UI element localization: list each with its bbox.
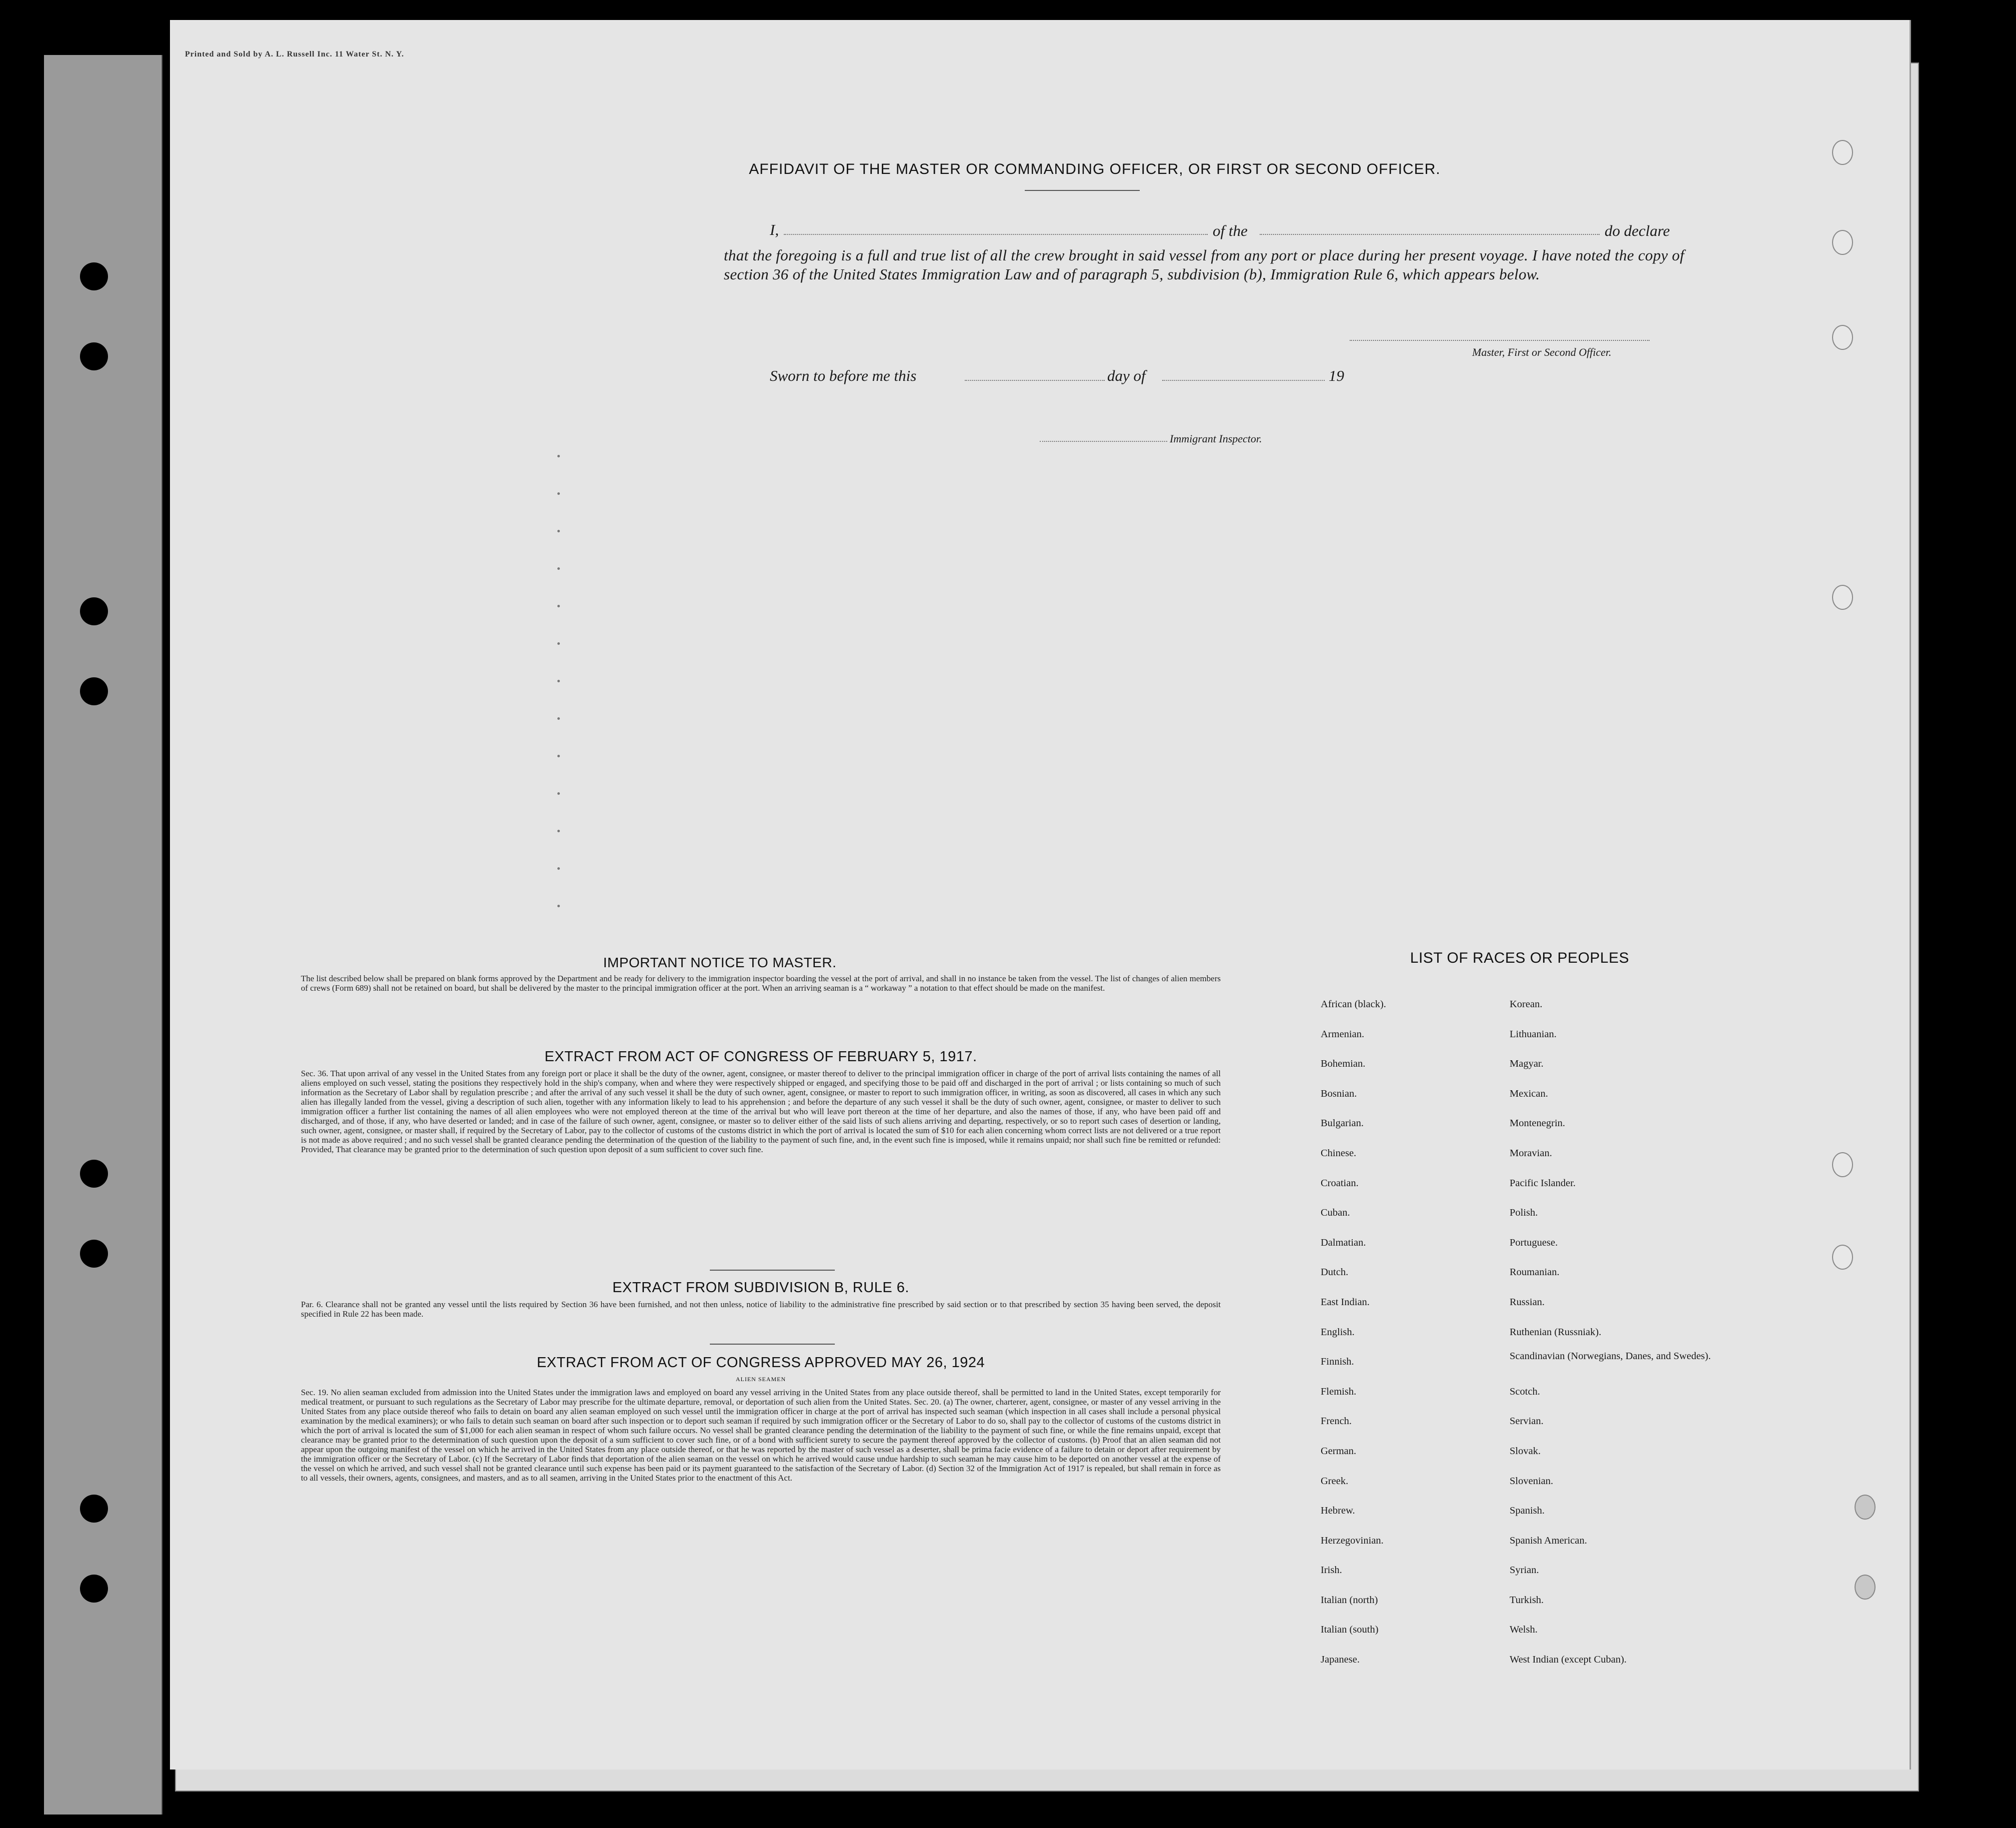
extract-1924-subtitle: ALIEN SEAMEN (735, 1376, 786, 1383)
extract-rule6-title: EXTRACT FROM SUBDIVISION B, RULE 6. (612, 1280, 909, 1296)
race-item: English. (1321, 1326, 1355, 1338)
binder-ring (1832, 585, 1853, 610)
declare-label: do declare (1605, 222, 1670, 239)
notice-text: The list described below shall be prepared on blank forms approved by the Department and be ready for delivery to the immigration inspector boarding the vessel at the port of arrival, and shall in no instance be taken from the vessel. The list of changes of alien members of crews (Form 689) shall not be retained on board, but shall be delivered by the master to the principal immigration officer at the port. When an arriving seaman is a “ workaway ” a notation to that effect should be made on the manifest. (301, 974, 1221, 993)
binder-ring (1832, 1152, 1853, 1177)
of-the-label: of the (1213, 222, 1248, 239)
race-item: Chinese. (1321, 1147, 1357, 1159)
extract-rule6-text: Par. 6. Clearance shall not be granted any vessel until the lists required by Section 36 have been furnished, and not then unless, notice of liability to the administrative fine prescribed by said section or to that prescribed by section 35 having been served, the deposit specified in Rule 22 has been made. (301, 1300, 1221, 1319)
year-label: 19 (1329, 367, 1344, 384)
race-item: Syrian. (1510, 1565, 1539, 1576)
master-signature-blank[interactable] (1350, 340, 1650, 341)
race-item: Magyar. (1510, 1058, 1544, 1070)
race-item: Bohemian. (1321, 1058, 1366, 1070)
race-item: Pacific Islander. (1510, 1177, 1576, 1189)
punch-hole (80, 677, 108, 705)
extract-1924-text: Sec. 19. No alien seaman excluded from admission into the United States under the immigration laws and employed on board any vessel arriving in the United States from any place outside thereof, shall be permitted to land in the United States, except temporarily for medical treatment, or pursuant to such regulations as the Secretary of Labor may prescribe for the ultimate departure, removal, or deportation of such alien from the United States. Sec. 20. (a) The owner, charterer, agent, consignee, or master of any vessel arriving in the United States from any place outside thereof who fails to detain on board any alien seaman employed on such vessel until the immigration officer in charge at the port of arrival has inspected such seaman (which inspection in all cases shall include a personal physical examination by the medical examiners); or who fails to detain such seaman on board after such inspection or to deport such seaman if required by such immigration officer or the Secretary of Labor to do so, shall pay to the collector of customs of the customs district in which the port of arrival is located the sum of $1,000 for each alien seaman in respect of whom such failure occurs. No vessel shall be granted clearance pending the determination of the liability to the payment of such fine, or while the fine remains unpaid, except that clearance may be granted prior to the determination of such question upon the deposit of a sum sufficient to cover such fine, or of a bond with sufficient surety to secure the payment thereof approved by the collector of customs. (b) Proof that an alien seaman did not appear upon the outgoing manifest of the vessel on which he arrived in the United States from any place outside thereof, or that he was reported by the master of such vessel as a deserter, shall be prima facie evidence of a failure to detain or deport after requirement by the immigration officer or the Secretary of Labor. (c) If the Secretary of Labor finds that deportation of the alien seaman on the vessel on which he arrived would cause undue hardship to such seaman he may cause him to be deported on another vessel at the expense of the vessel on which he arrived, and such vessel shall not be granted clearance until such expense has been paid or its payment guaranteed to the satisfaction of the Secretary of Labor. (d) Section 32 of the Immigration Act of 1917 is repealed, but shall remain in force as to all vessels, their owners, agents, consignees, and masters, and as to all seamen, arriving in the United States prior to the enactment of this Act. (301, 1388, 1221, 1483)
binder-ring (1832, 140, 1853, 165)
race-item: Armenian. (1321, 1028, 1365, 1040)
extract-1924-title: EXTRACT FROM ACT OF CONGRESS APPROVED MAY 26, 1924 (536, 1355, 985, 1371)
race-item: Dalmatian. (1321, 1237, 1366, 1248)
race-item: Scotch. (1510, 1386, 1540, 1397)
race-item: Herzegovinian. (1321, 1535, 1384, 1546)
punch-hole (80, 1160, 108, 1188)
faint-mark (557, 755, 560, 757)
race-item: Bulgarian. (1321, 1118, 1364, 1129)
divider (710, 1344, 835, 1345)
binder-ring (1832, 325, 1853, 350)
race-item: Mexican. (1510, 1088, 1548, 1099)
divider (710, 1270, 835, 1271)
race-item: Portuguese. (1510, 1237, 1558, 1248)
race-item: Spanish. (1510, 1505, 1545, 1517)
master-label: Master, First or Second Officer. (1472, 346, 1612, 358)
faint-mark (557, 830, 560, 832)
race-item: Ruthenian (Russniak). (1510, 1326, 1602, 1338)
faint-mark (557, 642, 560, 645)
extract-1917-text: Sec. 36. That upon arrival of any vessel in the United States from any foreign port or place it shall be the duty of the owner, agent, consignee, or master thereof to deliver to the principal immigration officer in charge of the port of arrival lists containing the names of all aliens employed on such vessel, stating the positions they respectively hold in the ship's company, when and where they were respectively shipped or engaged, and specifying those to be paid off and discharged in the port of arrival ; or lists containing so much of such information as the Secretary of Labor shall by regulation prescribe ; and after the arrival of any such vessel it shall be the duty of such owner, agent, consignee, or master to report to such immigration officer, in writing, as soon as discovered, all cases in which any such alien has illegally landed from the vessel, giving a description of such alien, together with any information likely to lead to his apprehension ; and before the departure of any such vessel it shall be the duty of such owner, agent, consignee, or master to deliver to such immigration officer a further list containing the names of all alien employees who were not employed thereon at the time of the arrival but who will leave port thereon at the time of her departure, and also the names of those, if any, who have been paid off and discharged, and of those, if any, who have deserted or landed; and in case of the failure of such owner, agent, consignee, or master so to deliver either of the said lists of such aliens arriving and departing, respectively, or so to report such cases of desertion or landing, such owner, agent, consignee, or master shall, if required by the Secretary of Labor, pay to the collector of customs of the customs district in which the port of arrival is located the sum of $10 for each alien concerning whom correct lists are not delivered or a true report is not made as above required ; and no such vessel shall be granted clearance pending the determination of the question of the liability to the payment of such fine, and, in the event such fine is imposed, while it remains unpaid; nor shall such fine be remitted or refunded: Provided, That clearance may be granted prior to the determination of such question upon deposit of a sum sufficient to cover such fine. (301, 1069, 1221, 1154)
faint-mark (557, 567, 560, 570)
affidavit-body: that the foregoing is a full and true list of all the crew brought in said vessel from any port or place during her present voyage. I have noted the copy of section 36 of the United States Immigration Law and of paragraph 5, subdivision (b), Immigration Rule 6, which appears below. (724, 246, 1685, 283)
binder-ring (1832, 230, 1853, 255)
divider (1025, 190, 1140, 191)
race-item: Russian. (1510, 1296, 1545, 1308)
race-item: Dutch. (1321, 1267, 1349, 1278)
race-item: French. (1321, 1416, 1352, 1427)
race-item: East Indian. (1321, 1296, 1370, 1308)
race-item: Cuban. (1321, 1207, 1350, 1219)
binder-ring (1855, 1575, 1876, 1600)
extract-1917-title: EXTRACT FROM ACT OF CONGRESS OF FEBRUARY 5, 1917. (544, 1049, 977, 1065)
punch-hole (80, 1495, 108, 1523)
affidavit-title: AFFIDAVIT OF THE MASTER OR COMMANDING OFFICER, OR FIRST OR SECOND OFFICER. (749, 161, 1441, 177)
faint-mark (557, 905, 560, 907)
affidavit-line1 (770, 221, 779, 239)
race-item: West Indian (except Cuban). (1510, 1654, 1627, 1666)
faint-mark (557, 530, 560, 532)
race-item: Slovenian. (1510, 1475, 1554, 1487)
race-item: Bosnian. (1321, 1088, 1357, 1099)
punch-hole (80, 597, 108, 625)
race-item: Polish. (1510, 1207, 1538, 1219)
inspector-label: Immigrant Inspector. (1170, 432, 1262, 445)
faint-mark (557, 717, 560, 720)
race-item: Italian (north) (1321, 1594, 1378, 1606)
name-blank[interactable] (784, 234, 1208, 235)
race-item: Irish. (1321, 1565, 1342, 1576)
punch-hole (80, 1575, 108, 1603)
race-item: Italian (south) (1321, 1624, 1379, 1636)
punch-hole (80, 262, 108, 290)
race-item: Korean. (1510, 999, 1543, 1010)
race-item: Scandinavian (Norwegians, Danes, and Swedes). (1510, 1351, 1711, 1362)
punch-hole (80, 1240, 108, 1268)
affidavit-i: I, (770, 221, 779, 238)
race-item: Slovak. (1510, 1445, 1541, 1457)
document-page (170, 20, 1911, 1770)
binder-strip (44, 55, 162, 1815)
race-item: Japanese. (1321, 1654, 1360, 1666)
races-column-2 (1510, 990, 1750, 1675)
faint-mark (557, 867, 560, 870)
binder-ring (1832, 1245, 1853, 1270)
race-item: Roumanian. (1510, 1267, 1560, 1278)
race-item: Flemish. (1321, 1386, 1357, 1397)
races-column-1 (1321, 990, 1496, 1675)
race-item: Hebrew. (1321, 1505, 1355, 1517)
race-item: Lithuanian. (1510, 1028, 1557, 1040)
races-title: LIST OF RACES OR PEOPLES (1410, 950, 1630, 966)
faint-mark (557, 605, 560, 607)
sworn-month-blank[interactable] (1162, 380, 1325, 381)
faint-mark (557, 680, 560, 682)
binder-ring (1855, 1495, 1876, 1520)
race-item: Moravian. (1510, 1147, 1552, 1159)
race-item: Greek. (1321, 1475, 1349, 1487)
notice-title: IMPORTANT NOTICE TO MASTER. (603, 955, 837, 970)
race-item: African (black). (1321, 999, 1386, 1010)
inspector-signature-blank[interactable] (1040, 441, 1167, 442)
faint-mark (557, 455, 560, 457)
faint-mark (557, 792, 560, 795)
race-item: Turkish. (1510, 1594, 1544, 1606)
race-item: Welsh. (1510, 1624, 1538, 1636)
race-item: Servian. (1510, 1416, 1544, 1427)
day-of-label: day of (1107, 367, 1146, 384)
race-item: German. (1321, 1445, 1357, 1457)
punch-hole (80, 342, 108, 370)
printer-line: Printed and Sold by A. L. Russell Inc. 11 Water St. N. Y. (185, 50, 404, 58)
sworn-label: Sworn to before me this (770, 367, 917, 384)
faint-mark (557, 492, 560, 495)
race-item: Montenegrin. (1510, 1118, 1566, 1129)
race-item: Croatian. (1321, 1177, 1359, 1189)
race-item: Spanish American. (1510, 1535, 1587, 1546)
race-item: Finnish. (1321, 1356, 1354, 1368)
sworn-day-blank[interactable] (965, 380, 1105, 381)
vessel-blank[interactable] (1260, 234, 1600, 235)
